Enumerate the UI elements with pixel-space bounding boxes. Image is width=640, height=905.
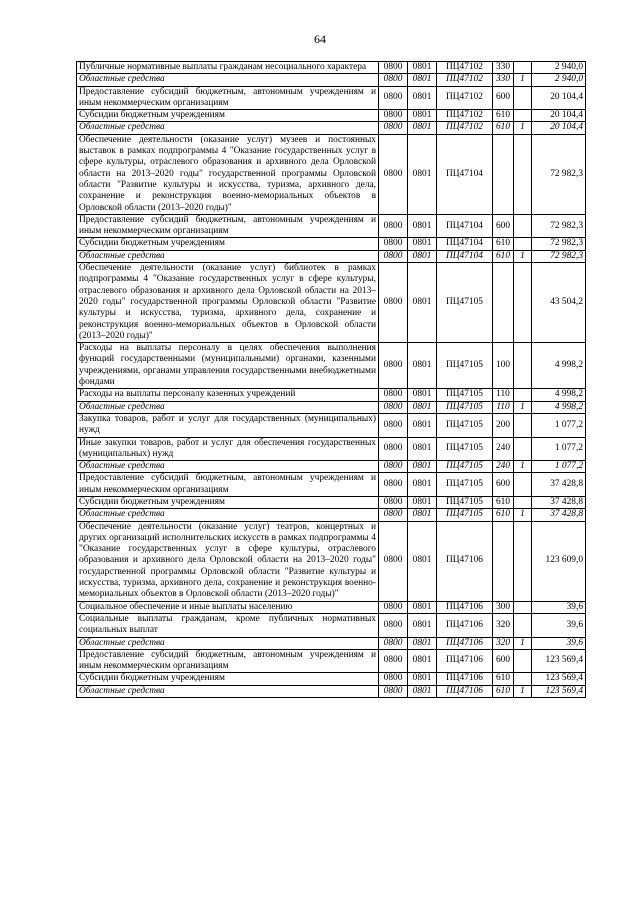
subsection-code-cell: 0801 <box>408 214 437 238</box>
table-row <box>77 437 586 461</box>
table-row <box>77 110 586 122</box>
subsection-code-cell: 0801 <box>408 86 437 110</box>
subsection-code-cell: 0801 <box>408 250 437 262</box>
subsection-code-cell: 0801 <box>408 473 437 497</box>
expense-type-cell: 110 <box>493 389 514 401</box>
expense-name-cell: Областные средства <box>77 509 379 521</box>
funding-source-cell <box>514 649 532 673</box>
table-row <box>77 343 586 389</box>
funding-source-cell <box>514 134 532 214</box>
expense-type-cell: 610 <box>493 110 514 122</box>
funding-source-cell: 1 <box>514 461 532 473</box>
table-row <box>77 496 586 508</box>
expense-name-cell: Областные средства <box>77 74 379 86</box>
target-article-cell: ПЦ47106 <box>437 649 493 673</box>
section-code-cell: 0800 <box>379 214 408 238</box>
expense-type-cell: 610 <box>493 673 514 685</box>
expense-name-cell: Областные средства <box>77 250 379 262</box>
expense-type-cell <box>493 134 514 214</box>
expense-type-cell: 610 <box>493 238 514 250</box>
section-code-cell: 0800 <box>379 250 408 262</box>
table-row <box>77 613 586 637</box>
amount-cell: 1 077,2 <box>532 413 586 437</box>
expense-name-cell: Обеспечение деятельности (оказание услуг) театров, концертных и других организаций исполнительских искусств в рамках подпрограммы 4 "Оказание государственных услуг в сфере культуры, отраслевого образования и архивного дела Орловской области на 2013–2020 годы" государственной программы Орловской области "Развитие культуры и искусства, туризма, архивного дела, сохранение и реконструкция военно-мемориальных объектов в Орловской области (2013–2020 годы)" <box>77 521 379 601</box>
section-code-cell: 0800 <box>379 613 408 637</box>
target-article-cell: ПЦ47102 <box>437 86 493 110</box>
amount-cell: 123 569,4 <box>532 685 586 697</box>
section-code-cell: 0800 <box>379 509 408 521</box>
expense-type-cell: 610 <box>493 122 514 134</box>
subsection-code-cell: 0801 <box>408 521 437 601</box>
expense-name-cell: Закупка товаров, работ и услуг для государственных (муниципальных) нужд <box>77 413 379 437</box>
target-article-cell: ПЦ47106 <box>437 685 493 697</box>
section-code-cell: 0800 <box>379 110 408 122</box>
section-code-cell: 0800 <box>379 413 408 437</box>
budget-table-body <box>77 62 586 698</box>
table-row-subtotal <box>77 401 586 413</box>
amount-cell: 72 982,3 <box>532 214 586 238</box>
section-code-cell: 0800 <box>379 238 408 250</box>
subsection-code-cell: 0801 <box>408 496 437 508</box>
target-article-cell: ПЦ47105 <box>437 509 493 521</box>
section-code-cell: 0800 <box>379 401 408 413</box>
expense-type-cell: 240 <box>493 461 514 473</box>
expense-name-cell: Обеспечение деятельности (оказание услуг) музеев и постоянных выставок в рамках подпрограммы 4 "Оказание государственных услуг в сфере культуры, отраслевого образования и архивного дела Орловской области на 2013–2020 годы" государственной программы Орловской области "Развитие культуры и искусства, туризма, архивного дела, сохранение и реконструкция военно-мемориальных объектов в Орловской области (2013–2020 годы)" <box>77 134 379 214</box>
expense-type-cell: 600 <box>493 214 514 238</box>
table-row-subtotal <box>77 461 586 473</box>
amount-cell: 20 104,4 <box>532 110 586 122</box>
target-article-cell: ПЦ47105 <box>437 473 493 497</box>
table-row <box>77 601 586 613</box>
table-row <box>77 521 586 601</box>
expense-type-cell: 100 <box>493 343 514 389</box>
table-row-subtotal <box>77 250 586 262</box>
funding-source-cell <box>514 473 532 497</box>
target-article-cell: ПЦ47106 <box>437 613 493 637</box>
amount-cell: 72 982,3 <box>532 134 586 214</box>
section-code-cell: 0800 <box>379 74 408 86</box>
target-article-cell: ПЦ47102 <box>437 110 493 122</box>
section-code-cell: 0800 <box>379 521 408 601</box>
section-code-cell: 0800 <box>379 437 408 461</box>
amount-cell: 37 428,8 <box>532 509 586 521</box>
expense-name-cell: Субсидии бюджетным учреждениям <box>77 673 379 685</box>
subsection-code-cell: 0801 <box>408 122 437 134</box>
expense-type-cell <box>493 521 514 601</box>
amount-cell: 20 104,4 <box>532 86 586 110</box>
section-code-cell: 0800 <box>379 122 408 134</box>
expense-type-cell: 610 <box>493 509 514 521</box>
expense-name-cell: Предоставление субсидий бюджетным, автономным учреждениям и иным некоммерческим организациям <box>77 86 379 110</box>
funding-source-cell <box>514 263 532 343</box>
funding-source-cell: 1 <box>514 122 532 134</box>
expense-name-cell: Расходы на выплаты персоналу казенных учреждений <box>77 389 379 401</box>
table-row-subtotal <box>77 637 586 649</box>
amount-cell: 1 077,2 <box>532 461 586 473</box>
page-number: 64 <box>314 32 326 46</box>
target-article-cell: ПЦ47104 <box>437 238 493 250</box>
subsection-code-cell: 0801 <box>408 62 437 74</box>
target-article-cell: ПЦ47102 <box>437 122 493 134</box>
table-row <box>77 473 586 497</box>
target-article-cell: ПЦ47105 <box>437 437 493 461</box>
table-row-subtotal <box>77 74 586 86</box>
expense-name-cell: Социальные выплаты гражданам, кроме публичных нормативных социальных выплат <box>77 613 379 637</box>
table-row <box>77 413 586 437</box>
table-row <box>77 134 586 214</box>
amount-cell: 123 569,4 <box>532 649 586 673</box>
subsection-code-cell: 0801 <box>408 263 437 343</box>
table-row-subtotal <box>77 685 586 697</box>
target-article-cell: ПЦ47106 <box>437 673 493 685</box>
expense-name-cell: Предоставление субсидий бюджетным, автономным учреждениям и иным некоммерческим организациям <box>77 649 379 673</box>
subsection-code-cell: 0801 <box>408 437 437 461</box>
expense-name-cell: Публичные нормативные выплаты гражданам несоциального характера <box>77 62 379 74</box>
funding-source-cell <box>514 521 532 601</box>
subsection-code-cell: 0801 <box>408 601 437 613</box>
budget-table <box>76 61 586 698</box>
target-article-cell: ПЦ47105 <box>437 401 493 413</box>
amount-cell: 37 428,8 <box>532 496 586 508</box>
expense-type-cell: 110 <box>493 401 514 413</box>
section-code-cell: 0800 <box>379 649 408 673</box>
funding-source-cell: 1 <box>514 401 532 413</box>
section-code-cell: 0800 <box>379 343 408 389</box>
target-article-cell: ПЦ47102 <box>437 74 493 86</box>
subsection-code-cell: 0801 <box>408 134 437 214</box>
expense-name-cell: Социальное обеспечение и иные выплаты населению <box>77 601 379 613</box>
subsection-code-cell: 0801 <box>408 637 437 649</box>
funding-source-cell <box>514 62 532 74</box>
expense-type-cell: 240 <box>493 437 514 461</box>
expense-name-cell: Субсидии бюджетным учреждениям <box>77 496 379 508</box>
expense-type-cell: 610 <box>493 250 514 262</box>
table-row <box>77 62 586 74</box>
section-code-cell: 0800 <box>379 637 408 649</box>
target-article-cell: ПЦ47105 <box>437 461 493 473</box>
expense-type-cell: 600 <box>493 649 514 673</box>
funding-source-cell <box>514 110 532 122</box>
expense-name-cell: Предоставление субсидий бюджетным, автономным учреждениям и иным некоммерческим организациям <box>77 473 379 497</box>
subsection-code-cell: 0801 <box>408 461 437 473</box>
target-article-cell: ПЦ47104 <box>437 250 493 262</box>
amount-cell: 4 998,2 <box>532 343 586 389</box>
expense-type-cell: 320 <box>493 613 514 637</box>
table-row <box>77 673 586 685</box>
funding-source-cell <box>514 613 532 637</box>
section-code-cell: 0800 <box>379 601 408 613</box>
subsection-code-cell: 0801 <box>408 673 437 685</box>
subsection-code-cell: 0801 <box>408 401 437 413</box>
amount-cell: 39,6 <box>532 637 586 649</box>
target-article-cell: ПЦ47104 <box>437 134 493 214</box>
amount-cell: 123 569,4 <box>532 673 586 685</box>
amount-cell: 39,6 <box>532 613 586 637</box>
expense-type-cell: 600 <box>493 86 514 110</box>
expense-name-cell: Обеспечение деятельности (оказание услуг) библиотек в рамках подпрограммы 4 "Оказание государственных услуг в сфере культуры, отраслевого образования и архивного дела Орловской области на 2013–2020 годы" государственной программы Орловской области "Развитие культуры и искусства, туризма, архивного дела, сохранение и реконструкция военно-мемориальных объектов в Орловской области (2013–2020 годы)" <box>77 263 379 343</box>
target-article-cell: ПЦ47105 <box>437 343 493 389</box>
expense-name-cell: Областные средства <box>77 637 379 649</box>
target-article-cell: ПЦ47106 <box>437 521 493 601</box>
target-article-cell: ПЦ47102 <box>437 62 493 74</box>
funding-source-cell <box>514 214 532 238</box>
section-code-cell: 0800 <box>379 389 408 401</box>
section-code-cell: 0800 <box>379 473 408 497</box>
section-code-cell: 0800 <box>379 62 408 74</box>
subsection-code-cell: 0801 <box>408 685 437 697</box>
funding-source-cell: 1 <box>514 509 532 521</box>
funding-source-cell: 1 <box>514 250 532 262</box>
expense-type-cell: 200 <box>493 413 514 437</box>
section-code-cell: 0800 <box>379 673 408 685</box>
section-code-cell: 0800 <box>379 86 408 110</box>
expense-type-cell: 610 <box>493 496 514 508</box>
subsection-code-cell: 0801 <box>408 238 437 250</box>
funding-source-cell: 1 <box>514 685 532 697</box>
funding-source-cell <box>514 601 532 613</box>
table-row <box>77 389 586 401</box>
section-code-cell: 0800 <box>379 496 408 508</box>
expense-type-cell <box>493 263 514 343</box>
subsection-code-cell: 0801 <box>408 413 437 437</box>
subsection-code-cell: 0801 <box>408 389 437 401</box>
table-row-subtotal <box>77 509 586 521</box>
expense-name-cell: Предоставление субсидий бюджетным, автономным учреждениям и иным некоммерческим организациям <box>77 214 379 238</box>
target-article-cell: ПЦ47105 <box>437 263 493 343</box>
target-article-cell: ПЦ47105 <box>437 413 493 437</box>
table-row <box>77 214 586 238</box>
amount-cell: 20 104,4 <box>532 122 586 134</box>
expense-name-cell: Областные средства <box>77 461 379 473</box>
subsection-code-cell: 0801 <box>408 343 437 389</box>
table-row-subtotal <box>77 122 586 134</box>
funding-source-cell: 1 <box>514 637 532 649</box>
expense-type-cell: 610 <box>493 685 514 697</box>
subsection-code-cell: 0801 <box>408 110 437 122</box>
expense-name-cell: Субсидии бюджетным учреждениям <box>77 110 379 122</box>
amount-cell: 43 504,2 <box>532 263 586 343</box>
amount-cell: 123 609,0 <box>532 521 586 601</box>
funding-source-cell <box>514 437 532 461</box>
subsection-code-cell: 0801 <box>408 74 437 86</box>
expense-type-cell: 330 <box>493 74 514 86</box>
table-row <box>77 649 586 673</box>
amount-cell: 4 998,2 <box>532 389 586 401</box>
funding-source-cell <box>514 413 532 437</box>
amount-cell: 37 428,8 <box>532 473 586 497</box>
funding-source-cell <box>514 496 532 508</box>
target-article-cell: ПЦ47104 <box>437 214 493 238</box>
subsection-code-cell: 0801 <box>408 509 437 521</box>
amount-cell: 4 998,2 <box>532 401 586 413</box>
expense-name-cell: Иные закупки товаров, работ и услуг для обеспечения государственных (муниципальных) нужд <box>77 437 379 461</box>
amount-cell: 72 982,3 <box>532 250 586 262</box>
subsection-code-cell: 0801 <box>408 613 437 637</box>
amount-cell: 72 982,3 <box>532 238 586 250</box>
expense-name-cell: Субсидии бюджетным учреждениям <box>77 238 379 250</box>
expense-name-cell: Областные средства <box>77 401 379 413</box>
funding-source-cell <box>514 389 532 401</box>
expense-type-cell: 320 <box>493 637 514 649</box>
table-row <box>77 86 586 110</box>
expense-name-cell: Областные средства <box>77 685 379 697</box>
funding-source-cell <box>514 86 532 110</box>
table-row <box>77 238 586 250</box>
funding-source-cell: 1 <box>514 74 532 86</box>
expense-name-cell: Расходы на выплаты персоналу в целях обеспечения выполнения функций государственными (муниципальными) органами, казенными учреждениями, органами управления государственными внебюджетными фондами <box>77 343 379 389</box>
amount-cell: 2 940,0 <box>532 74 586 86</box>
target-article-cell: ПЦ47105 <box>437 389 493 401</box>
subsection-code-cell: 0801 <box>408 649 437 673</box>
expense-type-cell: 300 <box>493 601 514 613</box>
target-article-cell: ПЦ47106 <box>437 637 493 649</box>
target-article-cell: ПЦ47106 <box>437 601 493 613</box>
table-row <box>77 263 586 343</box>
expense-type-cell: 330 <box>493 62 514 74</box>
funding-source-cell <box>514 343 532 389</box>
section-code-cell: 0800 <box>379 461 408 473</box>
section-code-cell: 0800 <box>379 134 408 214</box>
section-code-cell: 0800 <box>379 263 408 343</box>
amount-cell: 1 077,2 <box>532 437 586 461</box>
amount-cell: 2 940,0 <box>532 62 586 74</box>
funding-source-cell <box>514 238 532 250</box>
section-code-cell: 0800 <box>379 685 408 697</box>
expense-name-cell: Областные средства <box>77 122 379 134</box>
amount-cell: 39,6 <box>532 601 586 613</box>
target-article-cell: ПЦ47105 <box>437 496 493 508</box>
funding-source-cell <box>514 673 532 685</box>
expense-type-cell: 600 <box>493 473 514 497</box>
